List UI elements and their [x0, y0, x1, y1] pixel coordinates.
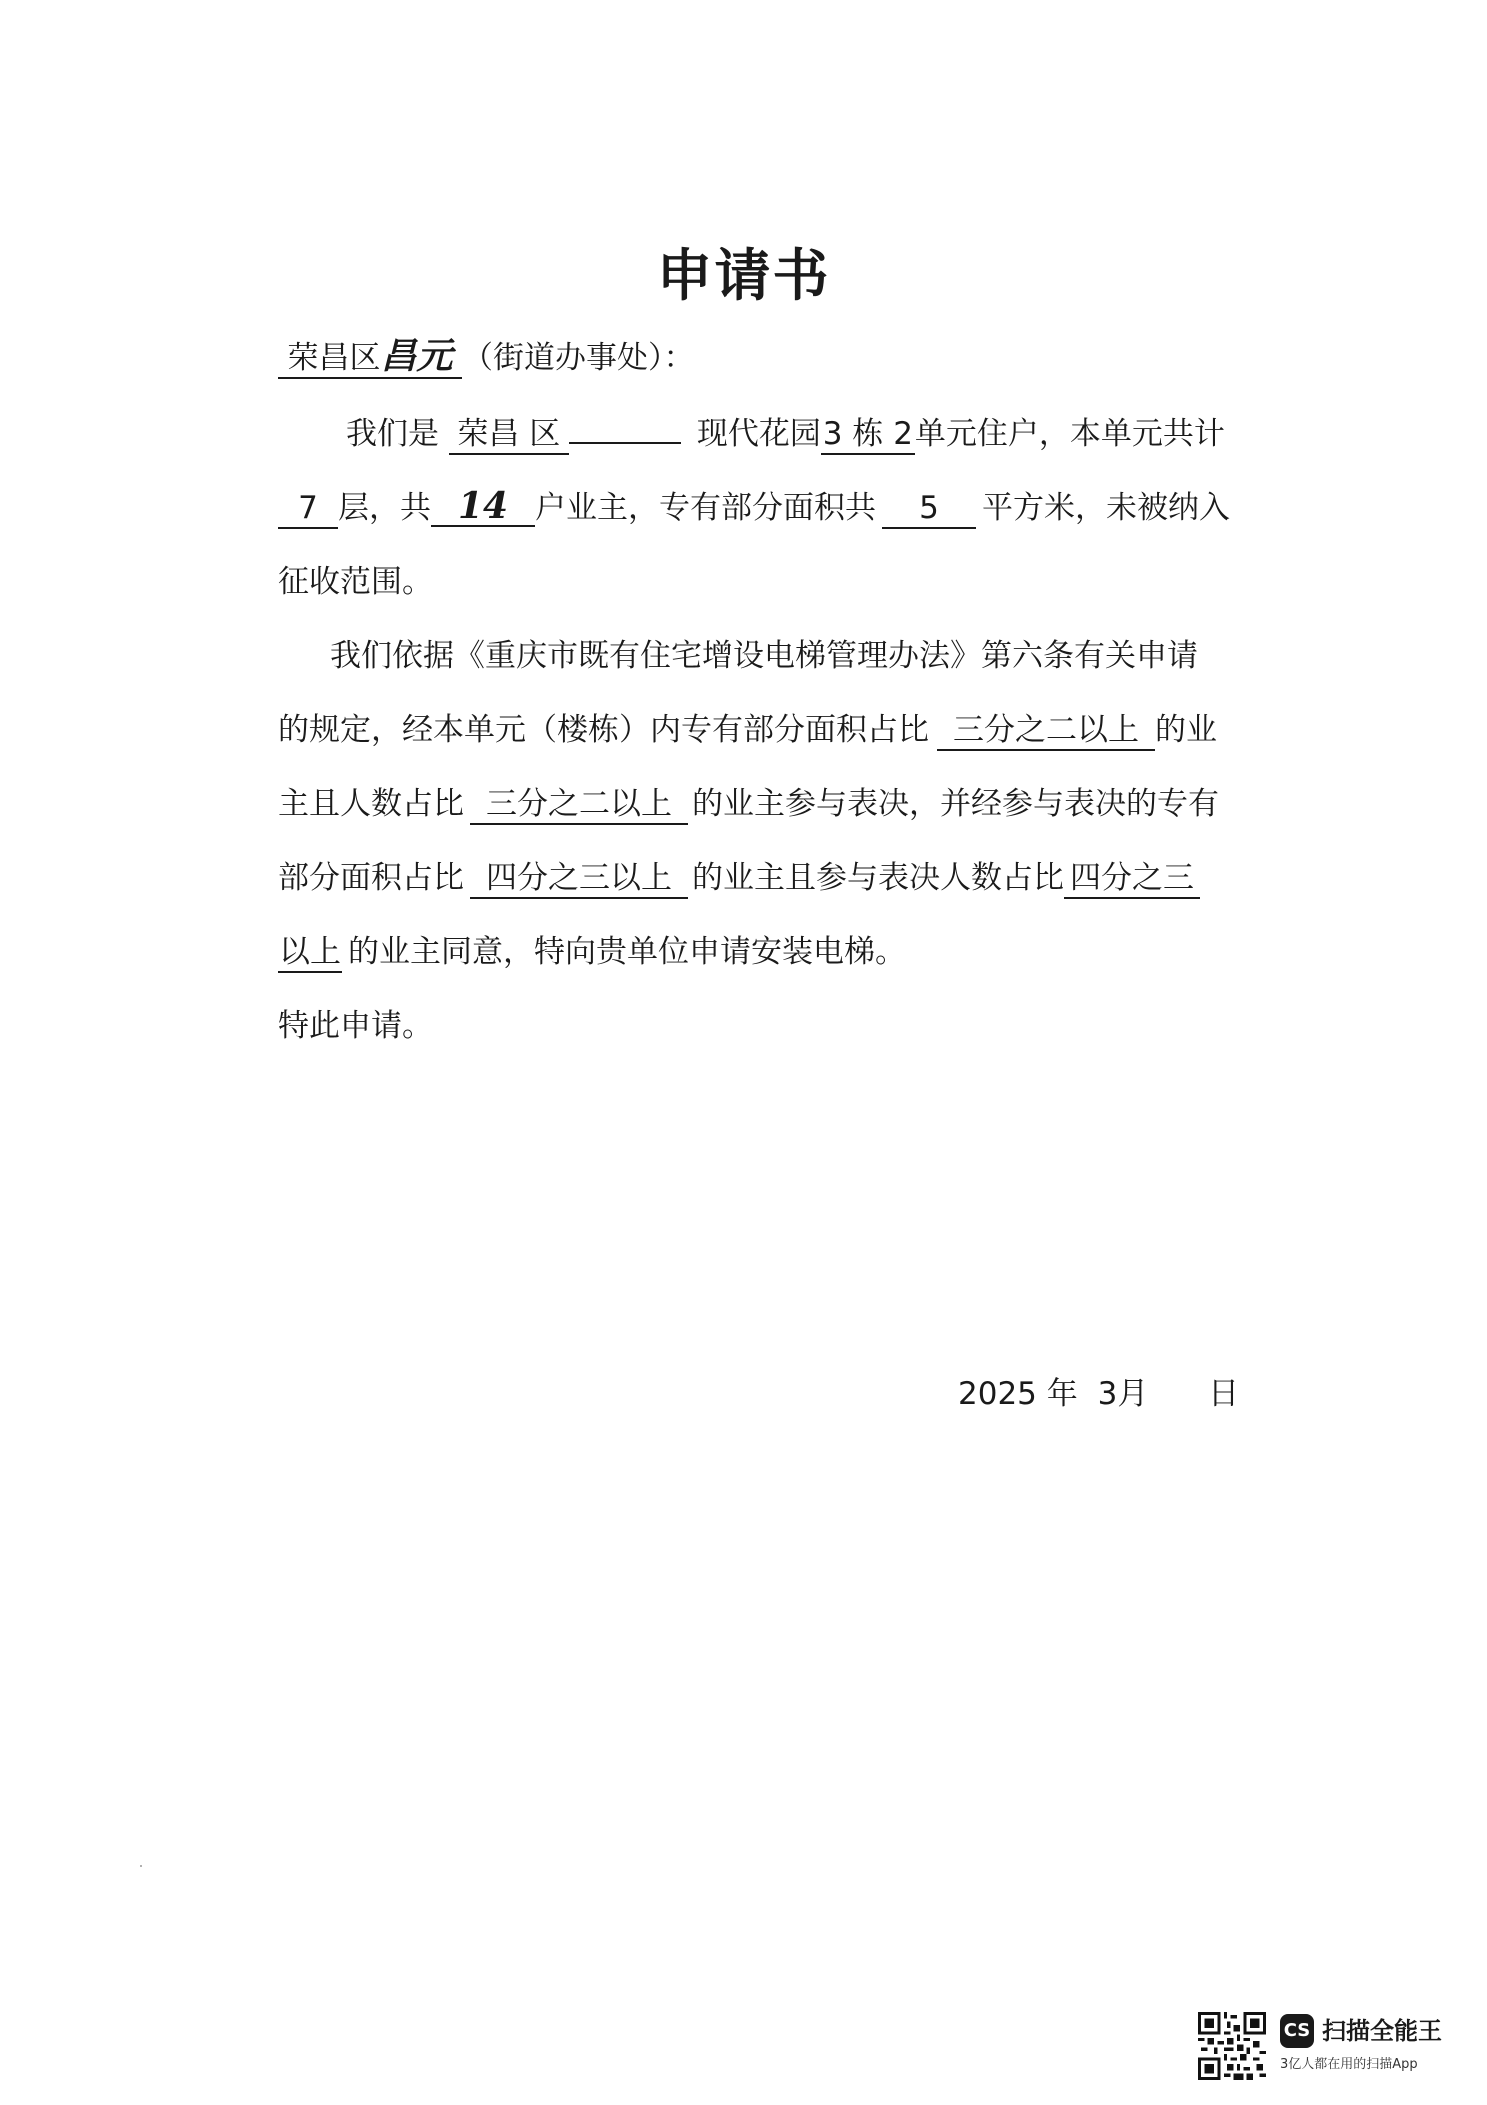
- watermark-tagline: 3亿人都在用的扫描App: [1280, 2057, 1418, 2072]
- p2-fill-vote-people-ratio-b: 以上: [278, 934, 342, 973]
- p1-floors-fill: 7: [278, 490, 338, 529]
- scanner-watermark: [1198, 2012, 1458, 2084]
- p1-tail: 征收范围。: [278, 564, 433, 600]
- document-title: 申请书: [656, 244, 831, 309]
- p1-floors-text: 层，共: [338, 490, 431, 526]
- watermark-app-name: 扫描全能王: [1322, 2017, 1442, 2045]
- scan-speck: [140, 1865, 142, 1867]
- p1-district-label: 区: [529, 416, 561, 452]
- p2-line3-tail: 的业主参与表决，并经参与表决的专有: [692, 786, 1219, 822]
- paragraph2-line3: [278, 784, 1219, 824]
- addressee-suffix: （街道办事处）：: [462, 340, 695, 376]
- closing-line: [278, 1006, 433, 1046]
- paragraph2-line4: [278, 858, 1200, 898]
- p1-lead: 我们是: [346, 416, 439, 452]
- paragraph1-line3: [278, 562, 433, 602]
- p1-area-text: 平方米，未被纳入: [982, 490, 1230, 526]
- paragraph2-line5: [278, 932, 906, 972]
- p2-fill-people-ratio: 三分之二以上: [470, 786, 688, 825]
- p1-unit-text: 单元住户，本单元共计: [914, 416, 1225, 452]
- paragraph1-line1: [346, 414, 1225, 454]
- p2-line2-lead: 的规定，经本单元（楼栋）内专有部分面积占比: [278, 712, 929, 748]
- p2-line5-tail: 的业主同意，特向贵单位申请安装电梯。: [348, 934, 906, 970]
- p1-building-fill: 3 栋 2: [821, 416, 915, 455]
- cs-logo-icon: CS: [1280, 2014, 1314, 2048]
- addressee-district: 荣昌区: [287, 340, 381, 376]
- closing-text: 特此申请。: [278, 1008, 433, 1044]
- p1-area-fill: 5: [882, 490, 976, 529]
- p2-line2-tail: 的业: [1155, 712, 1217, 748]
- paragraph2-line2: [278, 710, 1217, 750]
- date-month: 3: [1097, 1376, 1118, 1412]
- date-month-label: 月: [1117, 1376, 1149, 1412]
- p1-households-text: 户业主，专有部分面积共: [535, 490, 876, 526]
- qr-code-icon: [1198, 2012, 1266, 2080]
- p1-households-fill: 14: [431, 488, 535, 527]
- addressee-underline: [278, 335, 462, 379]
- p2-line1: 我们依据《重庆市既有住宅增设电梯管理办法》第六条有关申请: [330, 638, 1198, 674]
- p1-blank-fill: [569, 441, 681, 444]
- addressee-line: [278, 335, 695, 378]
- p2-fill-vote-area-ratio: 四分之三以上: [470, 860, 688, 899]
- p1-district-fill: [449, 416, 569, 455]
- document-date: [958, 1374, 1239, 1414]
- p2-fill-area-ratio: 三分之二以上: [937, 712, 1155, 751]
- paragraph1-line2: [278, 485, 1230, 528]
- p2-fill-vote-people-ratio-a: 四分之三: [1064, 860, 1200, 899]
- date-day-label: 日: [1208, 1376, 1240, 1412]
- p1-community: 现代花园: [696, 416, 821, 452]
- p1-district-fill-text: 荣昌: [457, 416, 520, 452]
- paragraph2-line1: [330, 636, 1198, 676]
- p2-line3-lead: 主且人数占比: [278, 786, 464, 822]
- p2-line4-lead: 部分面积占比: [278, 860, 464, 896]
- p2-line4-mid: 的业主且参与表决人数占比: [692, 860, 1064, 896]
- date-year-label: 年: [1046, 1376, 1078, 1412]
- addressee-street-handwritten: 昌元: [380, 335, 453, 377]
- date-year: 2025: [958, 1376, 1037, 1412]
